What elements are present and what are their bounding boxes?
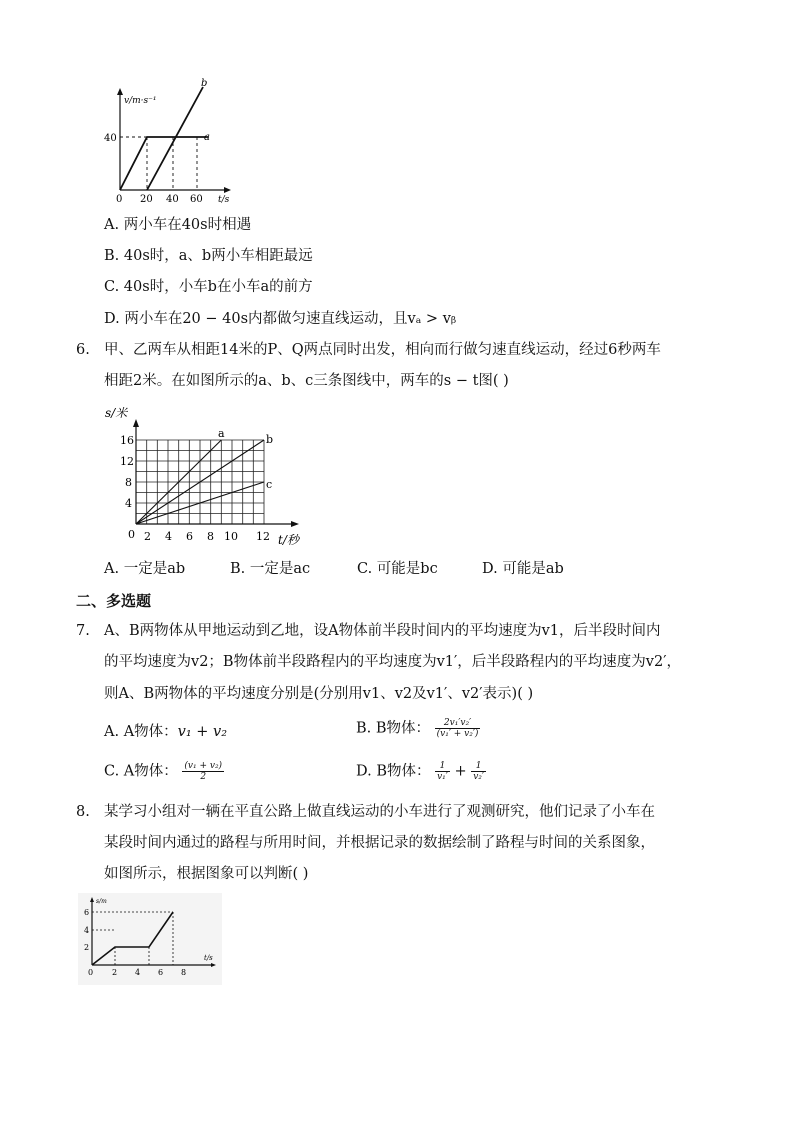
q6-x-tick-0: 0 xyxy=(128,528,135,541)
q7-option-c-fraction xyxy=(182,761,224,782)
q6-st-graph xyxy=(100,400,312,552)
q7-option-a[interactable] xyxy=(104,722,227,742)
q6-option-c[interactable]: C. 可能是bc xyxy=(357,561,438,577)
q7-number: 7. xyxy=(76,623,90,639)
q5-y-tick: 40 xyxy=(104,133,117,144)
q7-option-c-denominator: 2 xyxy=(200,772,207,782)
q6-number: 6. xyxy=(76,342,90,358)
q6-line-c-label: c xyxy=(266,478,273,491)
q7-stem-line3: 则A、B两物体的平均速度分别是(分别用v1、v2及v1′、v2′表示)( ) xyxy=(104,686,534,702)
q8-x-label: t/s xyxy=(204,954,213,962)
q6-x-tick-6: 6 xyxy=(186,530,193,543)
q7-option-d-denominator-1: v₁′ xyxy=(437,772,448,782)
q6-x-tick-2: 2 xyxy=(144,530,151,543)
q7-option-b-fraction xyxy=(435,718,481,739)
q6-line-a-label: a xyxy=(218,427,225,440)
q5-y-label: v/m·s⁻¹ xyxy=(124,96,157,106)
q7-option-d[interactable] xyxy=(356,761,486,782)
q6-x-tick-4: 4 xyxy=(165,530,172,543)
q7-option-d-prefix: D. B物体： xyxy=(356,763,431,780)
q6-y-tick-4: 4 xyxy=(125,497,132,510)
q5-option-a[interactable]: A. 两小车在40s时相遇 xyxy=(104,217,252,233)
q7-option-c-prefix: C. A物体： xyxy=(104,763,178,780)
q8-x-tick-0: 0 xyxy=(88,968,94,977)
q5-option-d[interactable]: D. 两小车在20 − 40s内都做匀速直线运动，且vₐ > vᵦ xyxy=(104,311,457,327)
q5-line-b-label: b xyxy=(201,78,208,89)
q5-option-b[interactable]: B. 40s时，a、b两小车相距最远 xyxy=(104,248,313,264)
q8-x-tick-4: 4 xyxy=(135,968,141,977)
q6-y-tick-12: 12 xyxy=(120,455,134,468)
q7-option-a-prefix: A. A物体： xyxy=(104,724,178,740)
q5-option-c[interactable]: C. 40s时，小车b在小车a的前方 xyxy=(104,279,313,295)
q7-option-d-plus: + xyxy=(454,763,467,780)
q6-x-label: t/秒 xyxy=(278,533,299,547)
q7-option-c-numerator: (v₁ + v₂) xyxy=(184,761,223,771)
section-title-multiple-choice: 二、多选题 xyxy=(76,592,152,610)
q6-option-a[interactable]: A. 一定是ab xyxy=(104,561,186,577)
q7-stem-line1: A、B两物体从甲地运动到乙地，设A物体前半段时间内的平均速度为v1，后半段时间内 xyxy=(104,623,661,639)
q7-option-c[interactable] xyxy=(104,761,224,782)
q5-x-label: t/s xyxy=(218,195,230,205)
q8-y-tick-4: 4 xyxy=(84,926,90,935)
q8-y-tick-6: 6 xyxy=(84,908,90,917)
q8-number: 8. xyxy=(76,804,90,820)
q5-x-tick-40: 40 xyxy=(166,194,179,205)
q8-st-graph xyxy=(78,893,222,985)
q7-option-d-numerator-2: 1 xyxy=(471,761,486,772)
q7-option-b-prefix: B. B物体： xyxy=(356,720,431,737)
q8-x-tick-8: 8 xyxy=(181,968,187,977)
q6-x-tick-8: 8 xyxy=(207,530,214,543)
q5-x-tick-60: 60 xyxy=(190,194,203,205)
q5-x-tick-20: 20 xyxy=(140,194,153,205)
q8-y-tick-2: 2 xyxy=(84,943,90,952)
q5-line-a-label: a xyxy=(204,132,210,143)
q6-option-b[interactable]: B. 一定是ac xyxy=(230,561,311,577)
q8-stem-line2: 某段时间内通过的路程与所用时间，并根据记录的数据绘制了路程与时间的关系图象， xyxy=(104,835,655,851)
q6-stem-line1: 甲、乙两车从相距14米的P、Q两点同时出发，相向而行做匀速直线运动，经过6秒两车 xyxy=(104,342,661,358)
q7-option-b-numerator: 2v₁′v₂′ xyxy=(435,718,481,729)
q5-vt-graph xyxy=(100,74,240,208)
q6-y-tick-16: 16 xyxy=(120,434,134,447)
q6-x-tick-10: 10 xyxy=(224,530,238,543)
q6-x-tick-12: 12 xyxy=(256,530,270,543)
q7-option-b-denominator: (v₁′ + v₂′) xyxy=(436,729,479,739)
q6-line-b-label: b xyxy=(266,433,274,446)
q6-y-label: s/米 xyxy=(105,406,128,420)
q8-x-tick-2: 2 xyxy=(112,968,118,977)
q6-stem-line2: 相距2米。在如图所示的a、b、c三条图线中，两车的s − t图( ) xyxy=(104,373,509,389)
q5-x-tick-0: 0 xyxy=(116,194,123,205)
q7-option-d-denominator-2: v₂′ xyxy=(473,772,484,782)
q8-stem-line1: 某学习小组对一辆在平直公路上做直线运动的小车进行了观测研究，他们记录了小车在 xyxy=(104,804,655,820)
q8-stem-line3: 如图所示，根据图象可以判断( ) xyxy=(104,866,309,882)
q7-option-a-expr: v₁ + v₂ xyxy=(177,724,228,740)
q7-option-d-fraction-1 xyxy=(435,761,450,782)
q8-y-label: s/m xyxy=(96,898,107,905)
q6-option-d[interactable]: D. 可能是ab xyxy=(482,561,564,577)
q8-x-tick-6: 6 xyxy=(158,968,164,977)
q7-option-b[interactable] xyxy=(356,718,480,739)
q7-stem-line2: 的平均速度为v2；B物体前半段路程内的平均速度为v1′，后半段路程内的平均速度为v2′， xyxy=(104,654,681,670)
q7-option-d-numerator-1: 1 xyxy=(435,761,450,772)
q6-y-tick-8: 8 xyxy=(125,476,132,489)
q5-line-a xyxy=(120,137,208,190)
q7-option-d-fraction-2 xyxy=(471,761,486,782)
